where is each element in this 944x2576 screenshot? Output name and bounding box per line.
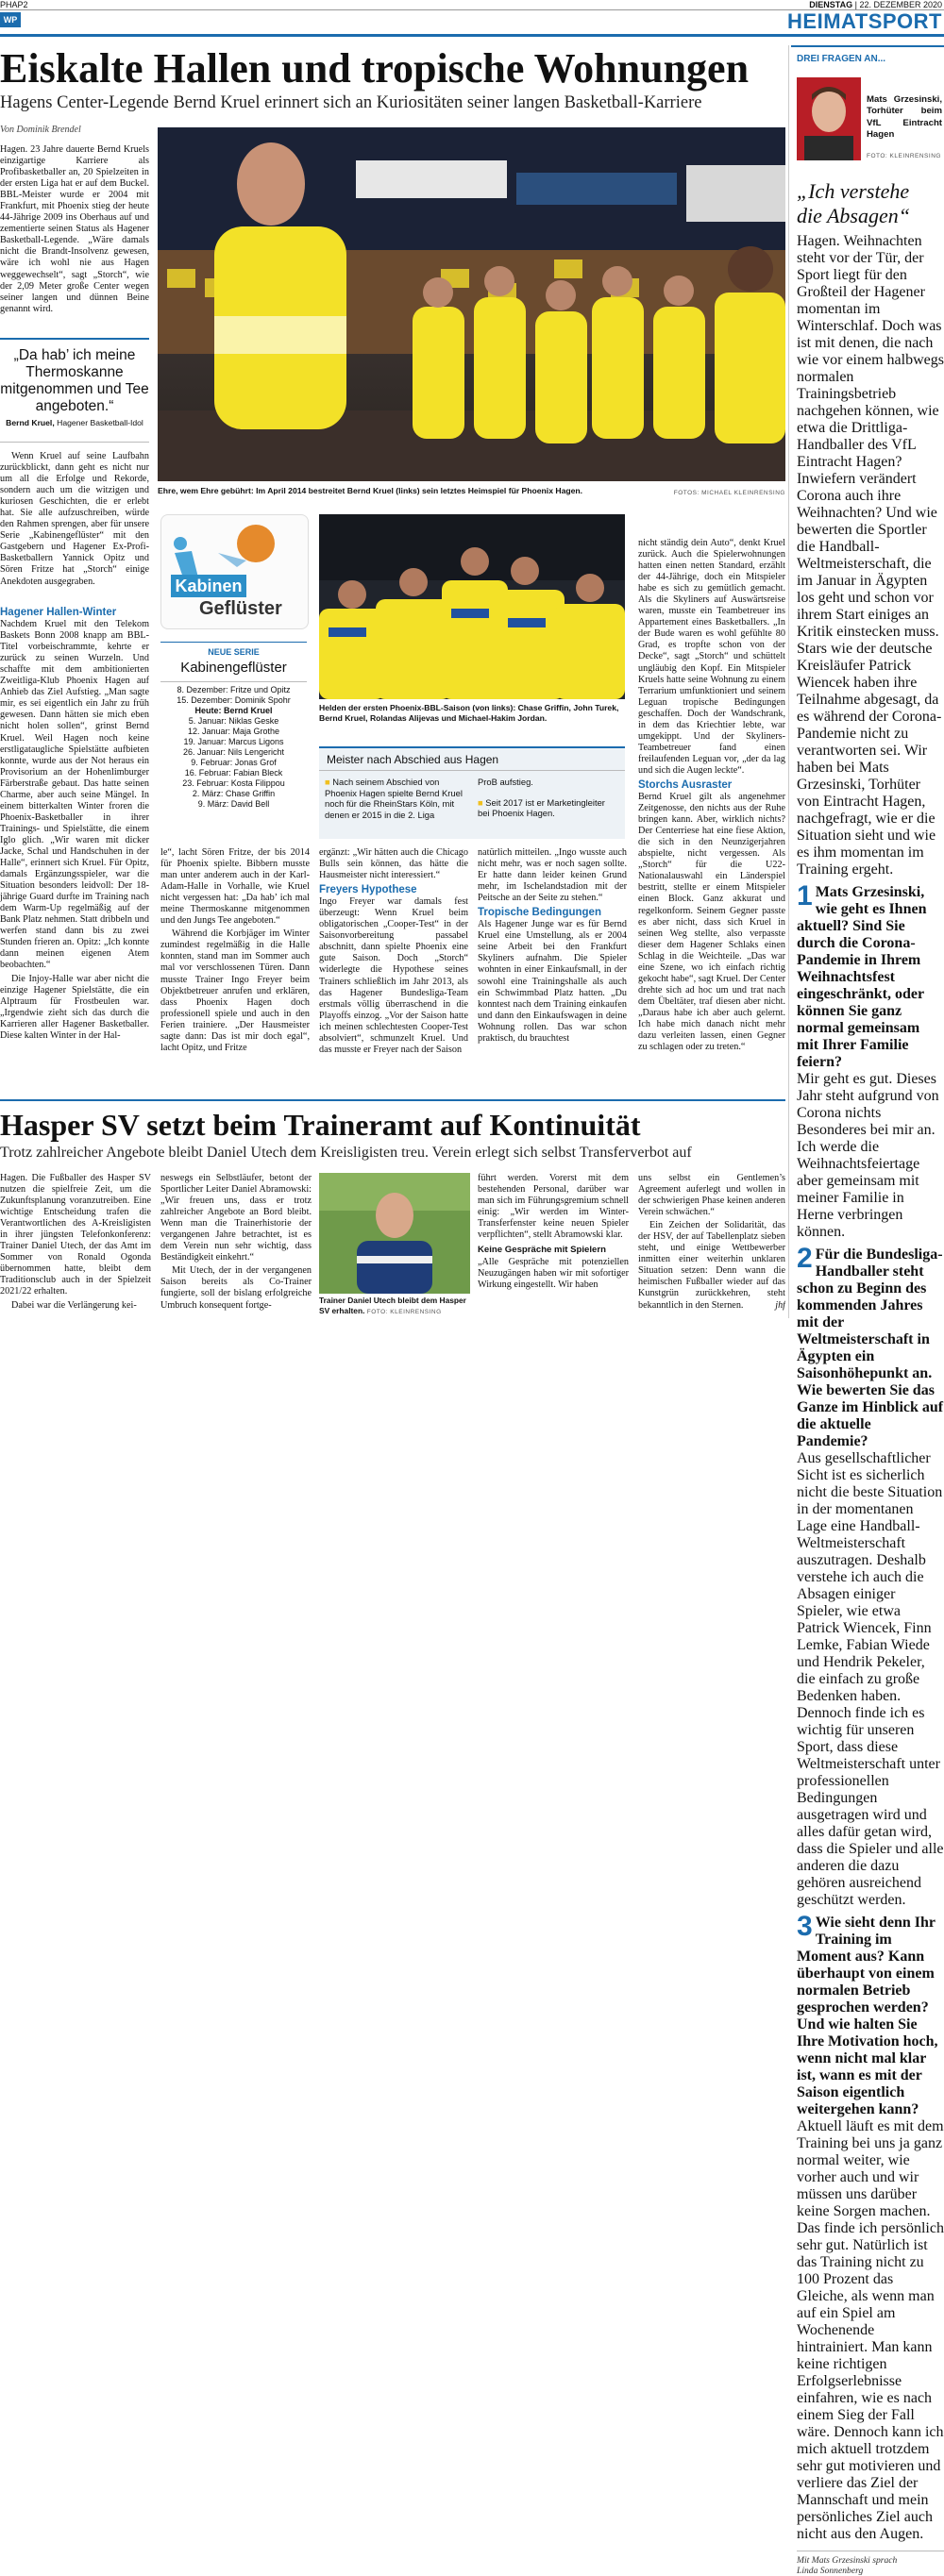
paragraph: uns selbst ein Gentlemen’s Agreement auferlegt und wollen in der schwierigen Phase keinen anderen Verein schwächen.“ <box>638 1173 785 1218</box>
subheading: Tropische Bedingungen <box>478 907 601 919</box>
paragraph: Während die Korbjäger im Winter zumindest regelmäßig in die Halle konnten, stand man im Sommer auch mal vor verschlossenen Türen. Dann musste Trainer Ingo Freyer beim Objektbetreuer anrufen und erklären, dass Phoenix Hagen doch professionell spiele und auch in den Ferien trainiere. „Der Hausmeister sagte dann: Das ist mir doch egal“, lacht Opitz, und Fritze <box>160 928 310 1053</box>
answer-3: Aktuell läuft es mit dem Training bei uns ja ganz normal weiter, wie vorher auch und wir müssen uns darüber keine Sorgen machen. Das finde ich persönlich sehr gut. Natürlich ist das Training nicht zu 100 Prozent das Gleiche, als wenn man auf ein Spiel am Wochenende hintrainiert. Man kann keine richtigen Erfolgserlebnisse einfahren, wie es nach einem Sieg der Fall wäre. Dennoch kann ich mich aktuell trotzdem sehr gut motivieren und verliere das Ziel der Mannschaft und mein persönliches Ziel auch nicht aus den Augen. <box>797 2118 944 2542</box>
main-photo-caption <box>158 486 785 498</box>
sidebar-rule <box>791 45 944 47</box>
question-3 <box>797 1911 944 2118</box>
paragraph: Mit Utech, der in der vergangenen Saison bereits als Co-Trainer fungierte, soll der bislang erfolgreiche Umbruch konsequent fortge- <box>160 1265 312 1311</box>
sidebar-kicker: DREI FRAGEN AN... <box>797 54 886 64</box>
basketball-team-photo <box>158 127 785 481</box>
list-item: 19. Januar: Marcus Ligons <box>183 737 284 746</box>
article2-column-1 <box>0 1173 151 1318</box>
section-title: HEIMATSPORT <box>787 9 942 33</box>
paragraph-text: Ein Zeichen der Solidarität, das der HSV, der auf Tabellenplatz sieben steht, und einige Wettbewerber inmitten einer weiterhin unklaren Situation setzen: Denn wann die heimischen Fußballer wieder auf das Kunstgrün zurückkehren, steht bekanntlich in den Sternen. <box>638 1220 785 1311</box>
subheading: Storchs Ausraster <box>638 778 733 791</box>
question-text: Mats Grzesinski, wie geht es Ihnen aktuell? Sind Sie durch die Corona-Pandemie in Ihrem Weihnachtsfest eingeschränkt, oder können Sie ganz normal gemeinsam mit Ihrer Familie feiern? <box>797 884 927 1070</box>
paragraph: Ingo Freyer war damals fest überzeugt: Wenn Kruel beim obligatorischen „Cooper-Test“ in der Saisonvorbereitung passabel abschnitt, dann spielte Phoenix eine gute Saison. Doch „Storch“ widerlegte die Hypothese seines Trainers schließlich im Jahr 2013, als das Hagener Bundesliga-Team erstmals völlig überraschend in die Playoffs einzog. „Vor der Saison hatte ich meinen schlechtesten Cooper-Test absolviert“, schmunzelt Kruel. Und das musste er Freyer nach der Saison <box>319 896 468 1055</box>
date-separator: | <box>852 0 860 9</box>
list-item: 26. Januar: Nils Lengericht <box>182 747 285 757</box>
subheading: Keine Gespräche mit Spielern <box>478 1245 606 1256</box>
interviewee-photo-credit: FOTO: KLEINRENSING <box>867 153 941 159</box>
caption-text: Ehre, wem Ehre gebührt: Im April 2014 bestreitet Bernd Kruel (links) sein letztes Heimspiel für Phoenix Hagen. <box>158 486 583 495</box>
article-column-1b <box>0 451 149 602</box>
article-subhead: Hagens Center-Legende Bernd Kruel erinnert sich an Kuriositäten seiner langen Basketball-Karriere <box>0 93 702 112</box>
coach-photo <box>319 1173 470 1294</box>
header-date <box>809 0 942 9</box>
subheading: Freyers Hypothese <box>319 884 417 896</box>
info-box-col1 <box>325 777 471 820</box>
sidebar-footer-line: Mit Mats Grzesinski sprach <box>797 2555 898 2566</box>
page-number: PHAP2 <box>0 0 28 9</box>
answer-2: Aus gesellschaftlicher Sicht ist es sicherlich nicht die beste Situation in der momentanen Lage eine Handball-Weltmeisterschaft auszutragen. Deshalb verstehe ich auch die Absagen einiger Spieler, wie etwa Patrick Wiencek, Finn Lemke, Fabian Wiede und Hendrik Pekeler, die einfach zu große Bedenken haben. Dennoch finde ich es wichtig für unseren Sport, dass diese Weltmeisterschaft unter professionellen Bedingungen ausgetragen wird und alles dafür getan wird, dass die Spieler und alle anderen die dazu gehören ausreichend geschützt werden. <box>797 1450 944 1908</box>
paragraph: natürlich mitteilen. „Ingo wusste auch nicht mehr, was er noch sagen sollte. Er hatte dann leider keinen Grund mehr, im Ischelandstadion mit der Peitsche an der Seite zu stehen.“ <box>478 847 627 904</box>
info-item: Nach seinem Abschied von Phoenix Hagen spielte Bernd Kruel noch für die RheinStars Köln, mit denen er 2015 in die 2. Liga <box>325 777 463 820</box>
photo-credit: FOTO: KLEINRENSING <box>366 1308 442 1315</box>
list-item: 16. Februar: Fabian Bleck <box>184 768 283 778</box>
interviewee-photo <box>797 77 861 160</box>
header-day: DIENSTAG <box>809 0 853 9</box>
main-photo <box>158 127 785 481</box>
list-item: 2. März: Chase Griffin <box>192 789 276 798</box>
portrait-image <box>797 77 861 160</box>
question-number: 1 <box>797 880 813 912</box>
info-box-col2 <box>478 777 619 819</box>
sidebar-intro-text: Hagen. Weihnachten steht vor der Tür, der Sport liegt für den Großteil der Hagener momentan im Winterschlaf. Doch was ist mit denen, die nach wie vor einem halbwegs normalen Trainingsbetrieb nachgehen können, wie etwa die Drittliga-Handballer des VfL Eintracht Hagen? Inwiefern verändert Corona auch ihre Weihnachten? Und wie bewerten die Sportler die Handball-Weltmeisterschaft, die im Januar in Ägypten los geht und schon vor ihrem Start einiges an Kritik einstecken muss. Stars wie der deutsche Kreisläufer Patrick Wiencek haben ihre Teilnahme abgesagt, da es während der Corona-Pandemie nicht zu verantworten sei. Wir haben bei Mats Grzesinski, Torhüter von Eintracht Hagen, nachgefragt, wie er die Situation sieht und wie es ihm momentan im Training ergeht. <box>797 233 944 878</box>
team-huddle-photo <box>319 514 625 699</box>
pull-quote-source <box>0 418 149 427</box>
quote-rule-top <box>0 338 149 340</box>
article2-column-4 <box>638 1173 785 1318</box>
question-number: 3 <box>797 1911 813 1942</box>
sidebar-footer <box>797 2555 944 2576</box>
series-title: Kabinengeflüster <box>180 660 287 676</box>
info-item: ProB aufstieg. <box>478 777 533 787</box>
section-rule <box>0 34 944 37</box>
article-headline: Eiskalte Hallen und tropische Wohnungen <box>0 45 750 92</box>
question-1 <box>797 880 944 1071</box>
subheading: Hagener Hallen-Winter <box>0 607 117 618</box>
paragraph: Wenn Kruel auf seine Laufbahn zurückblickt, dann geht es nicht nur um all die Erfolge und Rekorde, sondern auch um die witzigen und kuriosen Geschichten, die er erlebt hat. Sie alle aufzuschreiben, würde den Rahmen sprengen, aber für unsere Serie „Kabinengeflüster“ mit den Gastgebern und Hagener Ex-Profi-Basketballern Yannick Opitz und Sören Fritze hat „Storch“ einige Anekdoten ausgegraben. <box>0 451 149 587</box>
question-text: Für die Bundesliga-Handballer steht schon zu Beginn des kommenden Jahres mit der Weltmeisterschaft in Ägypten ein Saisonhöhepunkt an. Wie bewerten Sie das Ganze im Hinblick auf die aktuelle Pandemie? <box>797 1246 944 1449</box>
list-item: 23. Februar: Kosta Filippou <box>182 778 285 788</box>
bullet-icon: ■ <box>325 777 333 787</box>
info-box-title: Meister nach Abschied aus Hagen <box>319 748 625 771</box>
paragraph: le“, lacht Sören Fritze, der bis 2014 für Phoenix spielte. Bibbern musste man unter anderem auch in der Karl-Adam-Halle in Vorhalle, wie Kruel nicht vergessen hat: „Da hab’ ich mal meine Thermoskanne mitgenommen und den Jungs Tee angeboten.“ <box>160 847 310 927</box>
newspaper-logo: WP <box>0 12 21 27</box>
paragraph: Die Injoy-Halle war aber nicht die einzige Hagener Spielstätte, die ein Alptraum für Frostbeulen war. „Irgendwie zieht sich das durch die Karrieren aller Hagener Basketballer. Diese kalten Winter in der Hal- <box>0 973 149 1041</box>
second-photo <box>319 514 625 699</box>
quote-rule-bottom <box>0 442 149 443</box>
paragraph: neswegs ein Selbstläufer, betont der Sportlicher Leiter Daniel Abramowski: „Wir freuen uns, dass er trotz zahlreicher Angebote an Bord bleibt. Wenn man die Trainerhistorie der vergangenen Jahre betrachtet, ist es dem Verein nun sehr wichtig, dass Beständigkeit einkehrt.“ <box>160 1173 312 1263</box>
question-number: 2 <box>797 1243 813 1274</box>
article2-headline: Hasper SV setzt beim Traineramt auf Kontinuität <box>0 1108 641 1142</box>
paragraph: Hagen. 23 Jahre dauerte Bernd Kruels einzigartige Karriere als Profibasketballer an, 20 Spielzeiten in der ersten Liga hat er auf dem Buckel. BBL-Meister wurde er 2004 mit Frankfurt, mit Phoenix stieg der heute 44-Jährige 2009 ins Oberhaus auf und zementierte seinen Status als Hagener Basketball-Legende. „Wäre damals nicht die Brandt-Insolvenz gewesen, wäre ich wohl nie aus Hagen weggewechselt“, sagt „Storch“, wie der 2,09 Meter große Center wegen seiner langen und dünnen Beine genannt wird. <box>0 144 149 314</box>
article2-rule <box>0 1099 785 1101</box>
list-item: 9. März: David Bell <box>197 799 270 809</box>
column-divider <box>788 45 789 1318</box>
paragraph: Nachdem Kruel mit den Telekom Baskets Bonn 2008 knapp am BBL-Titel vorbeischrammte, kehrte er zurück zu seinen Wurzeln. Und schaffte mit dem ambitionierten Zweitliga-Klub Phoenix Hagen auf Anhieb das Ziel Aufstieg. „Man sagte mir, es sei eigentlich ein Jahr zu früh gewesen. Dann hätten sie mich eben nicht holen sollen“, grinst Bernd Kruel. Weil Hagen noch keine erstligataugliche Spielstätte aufbieten konnte, wurde aus der Not heraus ein Provisorium an der Hohenlimburger Färberstraße gebaut. Das hatte seinen Charme, aber auch seine Mängel. In einem bitterkalten Winter froren die Phoenix-Basketballer in ihrer Trainings- und Spielstätte, die einem Iglo glich. „Wir waren mit dicker Jacke, Schal und Handschuhen in der Halle“, erinnert sich Kruel. Für Opitz, damals Ergänzungsspieler, war die Situation besonders leidvoll: Der 18-jährige Guard durfte im Training nach dem Warm-Up regelmäßig auf der Bank Platz nehmen. Statt dribbeln und werfen stand dann bis zu zwei Stunden frieren an. Opitz: „Ich konnte dann meinen eigenen Atem beobachten.“ <box>0 619 149 971</box>
list-item: 12. Januar: Maja Grothe <box>187 727 280 736</box>
photo-credit: FOTOS: MICHAEL KLEINRENSING <box>673 490 785 496</box>
coach-portrait-image <box>319 1173 470 1294</box>
article-column-1a <box>0 144 149 324</box>
info-box <box>319 746 625 839</box>
info-item: Seit 2017 ist er Marketingleiter bei Phoenix Hagen. <box>478 796 605 819</box>
list-item: 15. Dezember: Dominik Spohr <box>177 695 291 705</box>
second-photo-caption: Helden der ersten Phoenix-BBL-Saison (von links): Chase Griffin, John Turek, Bernd Kruel, Rolandas Alijevas und Michael-Hakim Jordan. <box>319 703 619 723</box>
paragraph: führt werden. Vorerst mit dem bestehenden Personal, darüber war man sich im Führungsgremium schnell einig: „Wir werden im Winter-Transferfenster keine neuen Spieler verpflichten“, stellt Abramowski klar. <box>478 1173 629 1241</box>
list-item: 5. Januar: Niklas Geske <box>188 716 279 726</box>
series-logo-line2: Geflüster <box>199 598 282 619</box>
sidebar-footer-line: Linda Sonnenberg <box>797 2566 864 2576</box>
paragraph: nicht ständig dein Auto“, denkt Kruel zurück. Auch die Spielerwohnungen hatten einen netten Standard, erzählt der 44-Jährige, doch ein Mitspieler habe es sich zu gemütlich gemacht. Als die Skyliners auf Auswärtsreise waren, musste ein Teambetreuer ins Appartement eines Basketballers. „In der Bude waren es wohl gefühlte 80 Grad, es tropfte schon von der Decke“, sagt „Storch“ und schüttelt ungläubig den Kopf. Ein Mitspieler Kruels hatte seine Wohnung zu einem Terrarium umfunktioniert und seinem Leguan tropische Bedingungen geschaffen. Doch der Wandschrank, in dem das Kriechtier lebte, war umgekippt. Und der Skyliners-Teambetreuer fand einen freilaufenden Leguan vor, „der da lag und sich die Augen leckte“. <box>638 538 785 776</box>
list-item: 8. Dezember: Fritze und Opitz <box>177 685 291 694</box>
series-logo <box>160 514 309 629</box>
author-signature: jhf <box>775 1299 785 1311</box>
series-logo-line1: Kabinen <box>171 575 246 597</box>
byline: Von Dominik Brendel <box>0 125 81 135</box>
question-text: Wie sieht denn Ihr Training im Moment aus? Kann überhaupt von einem normalen Betrieb gesprochen werden? Und wie halten Sie Ihre Motivation hoch, wenn nicht mal klar ist, wann es mit der Saison eigentlich weitergehen kann? <box>797 1915 938 2117</box>
caption-text: Trainer Daniel Utech bleibt dem Hasper SV erhalten. <box>319 1296 466 1315</box>
question-2 <box>797 1243 944 1450</box>
paragraph: ergänzt: „Wir hätten auch die Chicago Bulls sein können, das hätte die Hausmeister nicht interessiert.“ <box>319 847 468 881</box>
article2-column-3 <box>478 1173 629 1318</box>
header-date-value: 22. DEZEMBER 2020 <box>859 0 942 9</box>
article2-column-2 <box>160 1173 312 1318</box>
quote-author: Bernd Kruel, <box>6 418 55 427</box>
series-divider <box>160 681 307 682</box>
paragraph: „Alle Gespräche mit potenziellen Neuzugängen haben wir mit sofortiger Wirkung eingestellt. Wir haben <box>478 1257 629 1291</box>
list-item: 9. Februar: Jonas Grof <box>191 758 277 767</box>
pull-quote-text: „Da hab’ ich meine Thermoskanne mitgenommen und Tee angeboten.“ <box>0 347 149 414</box>
list-item: Heute: Bernd Kruel <box>194 706 273 715</box>
paragraph: Bernd Kruel gilt als angenehmer Zeitgenosse, den nichts aus der Ruhe bringen kann. Aber, wirklich nichts? Der Centerriese hat eine fiese Aktion, die sich in den Neunzigerjahren abspielte, nicht vergessen. Als „Storch“ für die U22-Nationalauswahl ein Länderspiel bestritt, stellte er einem Mitspieler einen Block. Ganz akkurat und regelkonform. Seinem Gegner passte es aber nicht, dass sich Kruel in seinen Weg stellte, also verpasste dieser dem Hagener Schlaks einen Schlag in die Weichteile. „Das war eine Szene, wo ich einfach richtig gekocht habe“, sagt Kruel. Der Center drehte sich ad hoc um und trat nach dem Übeltäter, traf diesen aber nicht. „Daraus habe ich aber auch gelernt. Ich habe mich danach nicht mehr dazu verleiten lassen, einen Gegner zu schlagen oder zu treten.“ <box>638 792 785 1053</box>
series-box <box>160 642 307 810</box>
pull-quote <box>0 347 149 427</box>
bullet-icon: ■ <box>478 796 486 808</box>
coach-photo-caption <box>319 1296 470 1317</box>
interviewee-intro: Mats Grzesinski, Torhüter beim VfL Eintracht Hagen <box>867 94 942 141</box>
series-kicker: NEUE SERIE <box>160 642 307 657</box>
sidebar-body <box>797 233 944 2576</box>
paragraph <box>638 1220 785 1311</box>
answer-1: Mir geht es gut. Dieses Jahr steht aufgrund von Corona nichts Besonderes bei mir an. Ich werde die Weihnachtsfeiertage aber gemeinsam mit meiner Familie in Herne verbringen können. <box>797 1071 939 1240</box>
info-item-wrap <box>478 797 619 819</box>
article2-subhead: Trotz zahlreicher Angebote bleibt Daniel Utech dem Kreisligisten treu. Verein erlegt sich selbst Transferverbot auf <box>0 1145 692 1161</box>
series-list <box>160 685 307 810</box>
paragraph: Als Hagener Junge war es für Bernd Kruel eine Umstellung, als er 2004 seine Arbeit bei den Frankfurt Skyliners aufnahm. Die Spieler wohnten in einer Einkaufsmall, in der sowohl eine Trainingshalle als auch ein Schwimmbad Platz hatten. „Du konntest nach dem Training einkaufen und dann den Einkaufswagen in deine Wohnung rollen. Das war schon praktisch, du brauchtest <box>478 919 627 1044</box>
paragraph: Dabei war die Verlängerung kei- <box>11 1299 137 1311</box>
sidebar-quote: „Ich verstehe die Absagen“ <box>797 179 910 227</box>
quote-role: Hagener Basketball-Idol <box>57 418 143 427</box>
paragraph: Hagen. Die Fußballer des Hasper SV nutzen die spielfreie Zeit, um die Zukunftsplanung voranzutreiben. Eine wichtige Entscheidung trafen die Verantwortlichen des A-Kreisligisten in ihrer jüngsten Telefonkonferenz: Trainer Daniel Utech, der das Amt im Sommer von Ronald Ogonda übernommen hatte, bleibt dem Traditionsclub auch in der Spielzeit 2021/22 erhalten. <box>0 1173 151 1297</box>
